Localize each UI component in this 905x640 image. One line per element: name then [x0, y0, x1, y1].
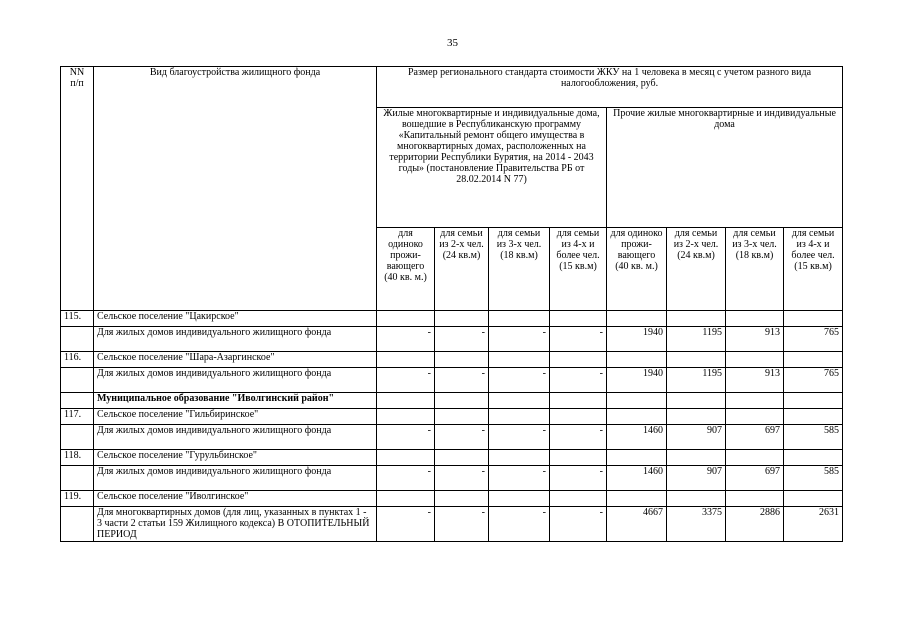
- value-cell: 2886: [726, 507, 784, 542]
- header-type: Вид благоустройства жилищного фонда: [94, 67, 377, 311]
- row-number: [61, 466, 94, 491]
- row-description: Для жилых домов индивидуального жилищного фонда: [94, 425, 377, 450]
- row-settlement-name: Сельское поселение "Цакирское": [94, 311, 377, 327]
- value-cell: 585: [784, 466, 843, 491]
- row-number: [61, 425, 94, 450]
- value-cell: -: [435, 507, 489, 542]
- row-settlement-name: Сельское поселение "Шара-Азаргинское": [94, 352, 377, 368]
- value-cell: -: [377, 327, 435, 352]
- row-settlement-name: Сельское поселение "Гильбиринское": [94, 409, 377, 425]
- subheader-cell: для семьи из 2-х чел. (24 кв.м): [435, 228, 489, 311]
- header-size: Размер регионального стандарта стоимости ЖКУ на 1 человека в месяц с учетом разного вида налогообложения, руб.: [377, 67, 843, 108]
- row-number: [61, 393, 94, 409]
- row-number: 119.: [61, 491, 94, 507]
- value-cell: -: [550, 507, 607, 542]
- value-cell: [784, 352, 843, 368]
- value-cell: [435, 311, 489, 327]
- table-row: [61, 450, 843, 466]
- value-cell: -: [377, 507, 435, 542]
- value-cell: [726, 409, 784, 425]
- value-cell: 907: [667, 466, 726, 491]
- value-cell: -: [550, 327, 607, 352]
- row-number: 116.: [61, 352, 94, 368]
- value-cell: [435, 393, 489, 409]
- table-row: [61, 368, 843, 393]
- value-cell: [784, 450, 843, 466]
- table-row: [61, 491, 843, 507]
- value-cell: [377, 409, 435, 425]
- value-cell: [784, 311, 843, 327]
- subheader-cell: для семьи из 2-х чел. (24 кв.м): [667, 228, 726, 311]
- table-row: [61, 409, 843, 425]
- value-cell: [726, 352, 784, 368]
- subheader-cell: для семьи из 4-х и более чел. (15 кв.м): [784, 228, 843, 311]
- value-cell: -: [377, 466, 435, 491]
- value-cell: [607, 409, 667, 425]
- value-cell: 2631: [784, 507, 843, 542]
- value-cell: [377, 311, 435, 327]
- value-cell: -: [489, 368, 550, 393]
- value-cell: [377, 393, 435, 409]
- value-cell: -: [435, 466, 489, 491]
- value-cell: 1195: [667, 327, 726, 352]
- subheader-cell: для одиноко прожи-вающего (40 кв. м.): [607, 228, 667, 311]
- row-number: [61, 368, 94, 393]
- value-cell: 3375: [667, 507, 726, 542]
- row-number: 118.: [61, 450, 94, 466]
- table-row: [61, 507, 843, 542]
- value-cell: 1460: [607, 425, 667, 450]
- row-description: Для жилых домов индивидуального жилищного фонда: [94, 327, 377, 352]
- header-group-b: Прочие жилые многоквартирные и индивидуальные дома: [607, 108, 843, 228]
- table-row: [61, 327, 843, 352]
- value-cell: 697: [726, 425, 784, 450]
- value-cell: [489, 409, 550, 425]
- value-cell: [550, 393, 607, 409]
- value-cell: 1460: [607, 466, 667, 491]
- value-cell: [550, 491, 607, 507]
- row-settlement-name: Муниципальное образование "Иволгинский район": [94, 393, 377, 409]
- value-cell: [489, 491, 550, 507]
- value-cell: [667, 409, 726, 425]
- value-cell: 765: [784, 327, 843, 352]
- value-cell: [607, 311, 667, 327]
- value-cell: [435, 491, 489, 507]
- value-cell: [489, 450, 550, 466]
- row-number: [61, 507, 94, 542]
- value-cell: [607, 450, 667, 466]
- value-cell: [726, 311, 784, 327]
- value-cell: [550, 311, 607, 327]
- value-cell: [377, 450, 435, 466]
- value-cell: -: [377, 425, 435, 450]
- subheader-cell: для семьи из 3-х чел. (18 кв.м): [489, 228, 550, 311]
- value-cell: -: [377, 368, 435, 393]
- value-cell: 907: [667, 425, 726, 450]
- value-cell: [489, 352, 550, 368]
- value-cell: [667, 450, 726, 466]
- value-cell: 1940: [607, 368, 667, 393]
- value-cell: -: [550, 466, 607, 491]
- value-cell: 913: [726, 368, 784, 393]
- value-cell: [726, 491, 784, 507]
- table-row: [61, 466, 843, 491]
- value-cell: 913: [726, 327, 784, 352]
- value-cell: [550, 352, 607, 368]
- value-cell: [784, 409, 843, 425]
- value-cell: 585: [784, 425, 843, 450]
- value-cell: [377, 491, 435, 507]
- value-cell: -: [550, 368, 607, 393]
- value-cell: [550, 409, 607, 425]
- header-group-a: Жилые многоквартирные и индивидуальные дома, вошедшие в Республиканскую программу «Капитальный ремонт общего имущества в многоквартирных домах, расположенных на территории Республики Бурятия, на 2014 - 2043 годы» (постановление Правительства РБ от 28.02.2014 N 77): [377, 108, 607, 228]
- subheader-cell: для семьи из 4-х и более чел. (15 кв.м): [550, 228, 607, 311]
- value-cell: -: [489, 466, 550, 491]
- value-cell: [784, 393, 843, 409]
- value-cell: [607, 393, 667, 409]
- row-description: Для многоквартирных домов (для лиц, указанных в пунктах 1 - 3 части 2 статьи 159 Жилищного кодекса) В ОТОПИТЕЛЬНЫЙ ПЕРИОД: [94, 507, 377, 542]
- value-cell: -: [550, 425, 607, 450]
- value-cell: [550, 450, 607, 466]
- page-number: 35: [447, 37, 458, 49]
- table-row: [61, 393, 843, 409]
- value-cell: [607, 491, 667, 507]
- row-settlement-name: Сельское поселение "Иволгинское": [94, 491, 377, 507]
- tariff-table: [60, 66, 843, 542]
- value-cell: [667, 311, 726, 327]
- value-cell: [726, 450, 784, 466]
- value-cell: [726, 393, 784, 409]
- value-cell: -: [489, 327, 550, 352]
- value-cell: [489, 393, 550, 409]
- value-cell: [667, 352, 726, 368]
- row-number: 115.: [61, 311, 94, 327]
- value-cell: [489, 311, 550, 327]
- subheader-cell: для одиноко прожи-вающего (40 кв. м.): [377, 228, 435, 311]
- value-cell: 1195: [667, 368, 726, 393]
- value-cell: [377, 352, 435, 368]
- value-cell: -: [489, 507, 550, 542]
- value-cell: 765: [784, 368, 843, 393]
- row-number: 117.: [61, 409, 94, 425]
- subheader-cell: для семьи из 3-х чел. (18 кв.м): [726, 228, 784, 311]
- value-cell: [435, 450, 489, 466]
- value-cell: -: [435, 327, 489, 352]
- value-cell: 1940: [607, 327, 667, 352]
- row-number: [61, 327, 94, 352]
- row-description: Для жилых домов индивидуального жилищного фонда: [94, 368, 377, 393]
- table-row: [61, 425, 843, 450]
- value-cell: -: [435, 368, 489, 393]
- value-cell: 4667: [607, 507, 667, 542]
- row-settlement-name: Сельское поселение "Гурульбинское": [94, 450, 377, 466]
- value-cell: [667, 491, 726, 507]
- value-cell: [435, 352, 489, 368]
- table-row: [61, 311, 843, 327]
- value-cell: [667, 393, 726, 409]
- table-row: [61, 352, 843, 368]
- header-nn: NN п/п: [61, 67, 94, 311]
- value-cell: -: [489, 425, 550, 450]
- value-cell: 697: [726, 466, 784, 491]
- value-cell: [784, 491, 843, 507]
- value-cell: [607, 352, 667, 368]
- value-cell: [435, 409, 489, 425]
- value-cell: -: [435, 425, 489, 450]
- row-description: Для жилых домов индивидуального жилищного фонда: [94, 466, 377, 491]
